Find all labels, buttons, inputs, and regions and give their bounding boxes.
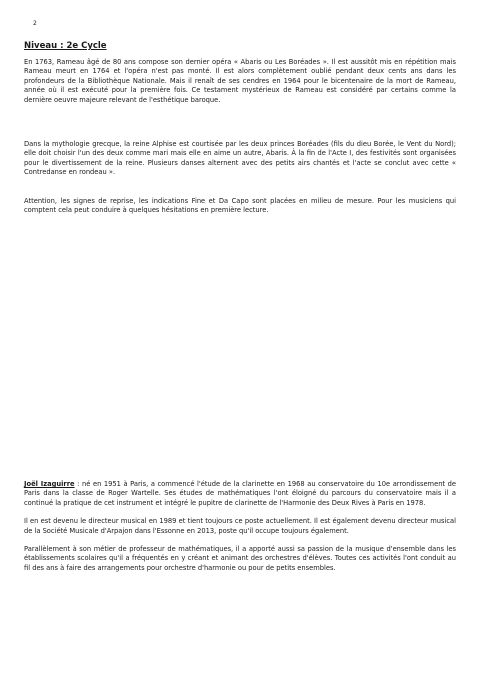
biography-paragraph-1 [24, 480, 456, 508]
paragraph-gap [24, 508, 456, 517]
level-heading: Niveau : 2e Cycle [24, 41, 107, 51]
intro-section [24, 58, 456, 105]
biography-section [24, 480, 456, 573]
biography-paragraph-3: Parallèlement à son métier de professeur de mathématiques, il a apporté aussi sa passion de la musique d'ensemble dans les établissements scolaires qu'il a fréquentés en y créant et animant des orchestres d'élèves. Toutes ces activités l'ont conduit au fil des ans à faire des arrangements pour orchestre d'harmonie ou pour de petits ensembles. [24, 545, 456, 572]
paragraph-gap [24, 536, 456, 545]
mythology-paragraph: Dans la mythologie grecque, la reine Alphise est courtisée par les deux princes Boréades (fils du dieu Borée, le Vent du Nord); elle doit choisir l'un des deux comme mari mais elle en aime un autre, Abaris. À la fin de l'Acte I, des festivités sont organisées pour le divertissement de la reine. Plusieurs danses alternent avec des petits airs chantés et l'acte se conclut avec cette « Contredanse en rondeau ». [24, 140, 456, 177]
attention-paragraph: Attention, les signes de reprise, les indications Fine et Da Capo sont placées en milieu de mesure. Pour les musiciens qui comptent cela peut conduire à quelques hésitations en première lecture. [24, 197, 456, 215]
biography-paragraph-1-text: : né en 1951 à Paris, a commencé l'étude de la clarinette en 1968 au conservatoire du 10e arrondissement de Paris dans la classe de Roger Wartelle. Ses études de mathématiques l'ont éloigné du parcours du conservatoire mais il a continué la pratique de cet instrument et intégré le pupitre de clarinette de l'Harmonie des Deux Rives à Paris en 1978. [24, 480, 456, 507]
arranger-name: Joël Izaguirre [24, 480, 75, 488]
history-paragraph: En 1763, Rameau âgé de 80 ans compose son dernier opéra « Abaris ou Les Boréades ». Il est aussitôt mis en répétition mais Rameau meurt en 1764 et l'opéra n'est pas monté. Il est alors complètement oublié pendant deux cents ans dans les profondeurs de la Bibliothèque Nationale. Mais il renaît de ses cendres en 1964 pour le bicentenaire de la mort de Rameau, année où il est exécuté pour la première fois. Ce testament mystérieux de Rameau est considéré par certains comme la dernière oeuvre majeure relevant de l'esthétique baroque. [24, 58, 456, 104]
attention-section [24, 197, 456, 216]
mythology-section [24, 140, 456, 178]
page-number: 2 [33, 20, 37, 27]
biography-paragraph-2: Il en est devenu le directeur musical en 1989 et tient toujours ce poste actuellement. Il est également devenu directeur musical de la Société Musicale d'Arpajon dans l'Essonne en 2013, poste qu'il occupe toujours également. [24, 517, 456, 535]
